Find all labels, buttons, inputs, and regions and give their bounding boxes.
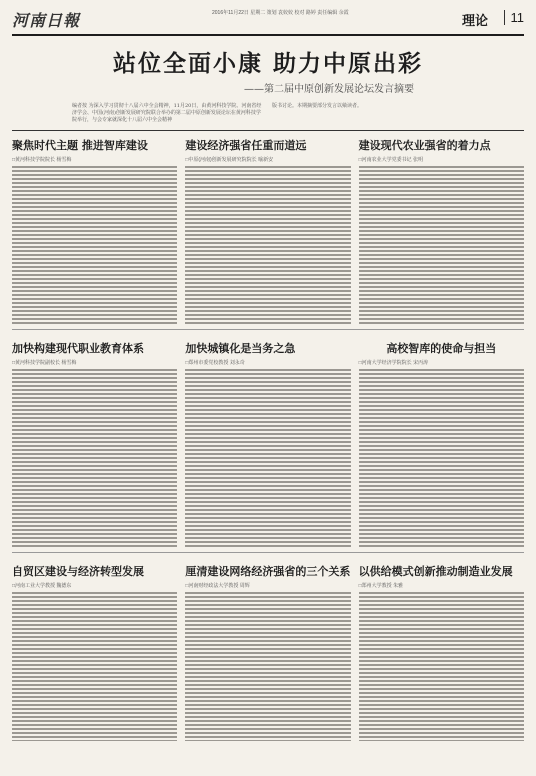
article-body <box>185 591 350 741</box>
editor-note <box>72 103 464 124</box>
editor-note-left: 编者按 为深入学习贯彻十八届六中全会精神，11月20日，由黄河科技学院、河南省经济学会、中国(河南)创新发展研究院联合举办的第二届中原创新发展论坛在黄河科技学院举行，与会专家就深化十八届六中全会精神 <box>72 103 262 123</box>
masthead <box>12 6 524 36</box>
newspaper-logo: 河南日報 <box>12 11 81 30</box>
article-byline: □河南财经政法大学教授 周辉 <box>185 583 250 589</box>
page-number: 11 <box>504 10 525 25</box>
editor-note-right: 版书讨论。本期摘要部分发言以飨读者。 <box>272 103 363 109</box>
article-byline: □中原(河南)创新发展研究院院长 喻新安 <box>185 157 274 163</box>
article-title: 聚焦时代主题 推进智库建设 <box>12 139 148 152</box>
article-title: 自贸区建设与经济转型发展 <box>12 565 144 578</box>
sub-headline: ——第二届中原创新发展论坛发言摘要 <box>244 84 414 95</box>
article-5 <box>185 334 350 548</box>
article-byline: □郑州市委党校教授 刘永奇 <box>185 360 245 366</box>
article-byline: □河南农业大学党委书记 张明 <box>358 157 424 163</box>
article-title: 高校智库的使命与担当 <box>386 342 497 355</box>
article-body <box>12 591 177 741</box>
article-byline: □黄河科技学院副校长 杨雪梅 <box>12 360 77 366</box>
article-body <box>359 591 524 741</box>
article-body <box>359 165 524 325</box>
row-divider <box>12 329 524 330</box>
article-7 <box>12 557 177 741</box>
article-body <box>185 165 350 325</box>
article-body <box>12 165 177 325</box>
article-byline: □黄河科技学院院长 杨雪梅 <box>12 157 72 163</box>
article-byline: □河南工业大学教授 魏德东 <box>12 583 72 589</box>
article-title: 厘清建设网络经济强省的三个关系 <box>185 565 351 578</box>
article-title: 加快城镇化是当务之急 <box>185 342 296 355</box>
article-byline: □河南大学经济学院院长 宋丙涛 <box>358 360 429 366</box>
article-6 <box>359 334 524 548</box>
article-body <box>12 368 177 548</box>
article-byline: □郑州大学教授 朱雅 <box>358 583 404 589</box>
article-4 <box>12 334 177 548</box>
article-title: 建设经济强省任重而道远 <box>185 139 307 152</box>
article-body <box>359 368 524 548</box>
article-8 <box>185 557 350 741</box>
article-body <box>185 368 350 548</box>
article-title: 以供给模式创新推动制造业发展 <box>358 565 513 578</box>
article-row-2 <box>12 334 524 548</box>
dateline: 2016年11月22日 星期二 策划 袁姣姣 校对 路婷 责任编辑 余霞 <box>212 10 349 16</box>
row-divider <box>12 552 524 553</box>
article-row-1 <box>12 131 524 325</box>
article-row-3 <box>12 557 524 741</box>
article-title: 建设现代农业强省的着力点 <box>358 139 491 152</box>
section-name: 理论 <box>461 13 488 28</box>
main-headline: 站位全面小康 助力中原出彩 <box>112 50 423 77</box>
article-3 <box>359 131 524 325</box>
article-2 <box>185 131 350 325</box>
article-title: 加快构建现代职业教育体系 <box>12 342 144 355</box>
article-1 <box>12 131 177 325</box>
article-9 <box>359 557 524 741</box>
